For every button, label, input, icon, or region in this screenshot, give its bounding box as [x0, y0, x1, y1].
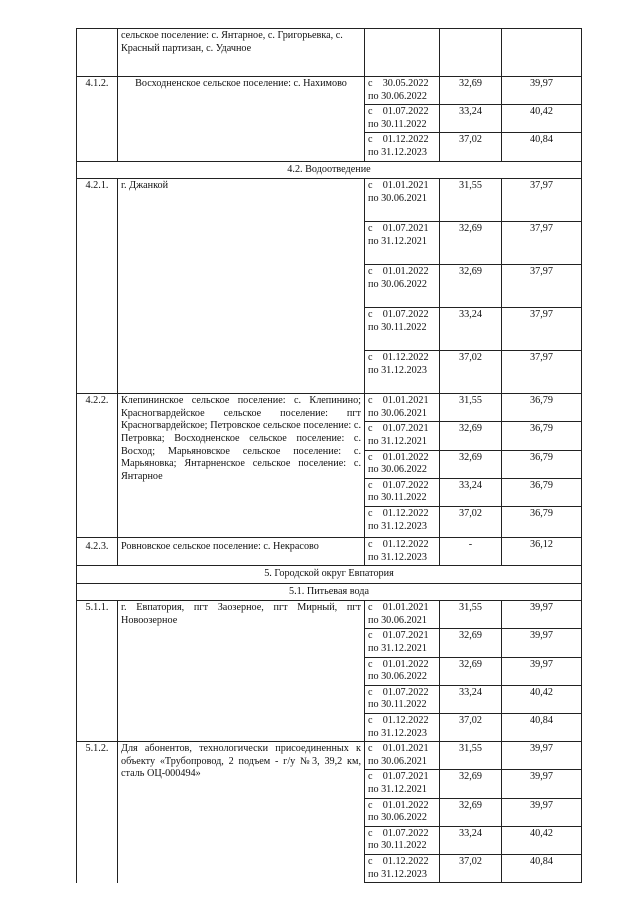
- tariff-value: 33,24: [440, 478, 502, 506]
- period-cell: с 01.07.2022 по 30.11.2022: [365, 478, 440, 506]
- locality-cell: Ровновское сельское поселение: с. Некрасово: [118, 537, 365, 565]
- table-row: [77, 394, 582, 422]
- period-cell: с 01.12.2022 по 31.12.2023: [365, 133, 440, 161]
- section-header-row: [77, 161, 582, 179]
- period-cell: с 01.12.2022 по 31.12.2023: [365, 537, 440, 565]
- section-title: 5. Городской округ Евпатория: [77, 566, 582, 584]
- period-cell: с 01.01.2022 по 30.06.2022: [365, 265, 440, 308]
- item-number: 5.1.1.: [77, 601, 118, 742]
- period-cell: с 01.07.2022 по 30.11.2022: [365, 105, 440, 133]
- locality-cell: Восходненское сельское поселение: с. Нахимово: [118, 77, 365, 162]
- locality-cell: Для абонентов, технологически присоединенных к объекту «Трубопровод, 2 подъем - г/у №3, 39,2 км, сталь ОЦ-000494»: [118, 742, 365, 883]
- period-cell: с 01.07.2022 по 30.11.2022: [365, 308, 440, 351]
- tariff-value: 31,55: [440, 179, 502, 222]
- period-cell: с 01.07.2021 по 31.12.2021: [365, 770, 440, 798]
- locality-cell: Клепининское сельское поселение: с. Клепинино; Красногвардейское сельское поселение: пгт Красногвардейское; Петровское сельское поселение: с. Петровка; Восходненское сельское поселение: с. Восход; Марьяновское сельское поселение: с. Марьяновка; Янтарненское сельское поселение: с. Янтарное: [118, 394, 365, 538]
- period-cell: с 01.07.2021 по 31.12.2021: [365, 629, 440, 657]
- tariff-value: 39,97: [502, 629, 582, 657]
- item-number: 4.2.1.: [77, 179, 118, 394]
- period-cell: с 01.01.2021 по 30.06.2021: [365, 601, 440, 629]
- period-cell: с 30.05.2022 по 30.06.2022: [365, 77, 440, 105]
- tariff-value: 37,97: [502, 308, 582, 351]
- period-cell: с 01.01.2022 по 30.06.2022: [365, 450, 440, 478]
- table-row: [77, 742, 582, 770]
- tariff-value: 40,84: [502, 714, 582, 742]
- tariff-document-page: [76, 28, 581, 883]
- tariff-value: 39,97: [502, 657, 582, 685]
- tariff-value: 32,69: [440, 77, 502, 105]
- tariff-value: 33,24: [440, 826, 502, 854]
- tariff-value: 31,55: [440, 742, 502, 770]
- tariff-value: 32,69: [440, 657, 502, 685]
- tariff-value: 32,69: [440, 222, 502, 265]
- tariff-value: 40,84: [502, 854, 582, 882]
- period-cell: с 01.01.2021 по 30.06.2021: [365, 742, 440, 770]
- period-cell: с 01.01.2021 по 30.06.2021: [365, 394, 440, 422]
- section-header-row: [77, 566, 582, 584]
- tariff-value: 36,79: [502, 422, 582, 450]
- tariff-value: 40,84: [502, 133, 582, 161]
- period-cell: с 01.07.2022 по 30.11.2022: [365, 685, 440, 713]
- period-cell: с 01.07.2022 по 30.11.2022: [365, 826, 440, 854]
- tariff-value: 32,69: [440, 422, 502, 450]
- tariff-value: 33,24: [440, 308, 502, 351]
- tariff-value: 37,02: [440, 854, 502, 882]
- table-row: [77, 179, 582, 222]
- tariff-value: 37,97: [502, 179, 582, 222]
- tariff-value: 36,79: [502, 450, 582, 478]
- tariff-value: 31,55: [440, 394, 502, 422]
- tariff-value: 37,02: [440, 351, 502, 394]
- tariff-value: 32,69: [440, 450, 502, 478]
- table-row: [77, 537, 582, 565]
- locality-cell: сельское поселение: с. Янтарное, с. Григорьевка, с. Красный партизан, с. Удачное: [118, 29, 365, 77]
- tariff-value: 36,79: [502, 394, 582, 422]
- table-row: [77, 601, 582, 629]
- item-number: 4.1.2.: [77, 77, 118, 162]
- tariff-value: 37,02: [440, 506, 502, 537]
- tariff-value: 37,97: [502, 351, 582, 394]
- item-number: 4.2.2.: [77, 394, 118, 538]
- tariff-value: 32,69: [440, 798, 502, 826]
- tariff-value: 31,55: [440, 601, 502, 629]
- tariff-value: 40,42: [502, 685, 582, 713]
- tariff-value: 32,69: [440, 629, 502, 657]
- tariff-value: 32,69: [440, 770, 502, 798]
- section-title: 4.2. Водоотведение: [77, 161, 582, 179]
- period-cell: с 01.01.2022 по 30.06.2022: [365, 798, 440, 826]
- period-cell: с 01.01.2021 по 30.06.2021: [365, 179, 440, 222]
- tariff-value: 33,24: [440, 105, 502, 133]
- period-cell: с 01.01.2022 по 30.06.2022: [365, 657, 440, 685]
- tariff-value: 32,69: [440, 265, 502, 308]
- locality-cell: г. Джанкой: [118, 179, 365, 394]
- tariff-value: 37,02: [440, 133, 502, 161]
- tariff-value: -: [440, 537, 502, 565]
- tariff-value: 37,02: [440, 714, 502, 742]
- period-cell: с 01.12.2022 по 31.12.2023: [365, 854, 440, 882]
- section-header-row: [77, 583, 582, 601]
- tariff-value: 37,97: [502, 265, 582, 308]
- period-cell: с 01.12.2022 по 31.12.2023: [365, 714, 440, 742]
- item-number: 5.1.2.: [77, 742, 118, 883]
- tariff-value: 36,12: [502, 537, 582, 565]
- period-cell: с 01.12.2022 по 31.12.2023: [365, 506, 440, 537]
- tariff-value: 36,79: [502, 478, 582, 506]
- tariff-value: 39,97: [502, 77, 582, 105]
- tariff-table: [76, 28, 582, 883]
- locality-cell: г. Евпатория, пгт Заозерное, пгт Мирный, пгт Новоозерное: [118, 601, 365, 742]
- table-row: [77, 29, 582, 77]
- item-number: 4.2.3.: [77, 537, 118, 565]
- section-title: 5.1. Питьевая вода: [77, 583, 582, 601]
- period-cell: с 01.07.2021 по 31.12.2021: [365, 422, 440, 450]
- tariff-value: 36,79: [502, 506, 582, 537]
- table-row: [77, 77, 582, 105]
- tariff-value: 33,24: [440, 685, 502, 713]
- tariff-value: 40,42: [502, 826, 582, 854]
- tariff-value: 40,42: [502, 105, 582, 133]
- period-cell: с 01.07.2021 по 31.12.2021: [365, 222, 440, 265]
- tariff-value: 39,97: [502, 742, 582, 770]
- tariff-value: 39,97: [502, 601, 582, 629]
- tariff-value: 39,97: [502, 798, 582, 826]
- tariff-value: 37,97: [502, 222, 582, 265]
- period-cell: с 01.12.2022 по 31.12.2023: [365, 351, 440, 394]
- tariff-value: 39,97: [502, 770, 582, 798]
